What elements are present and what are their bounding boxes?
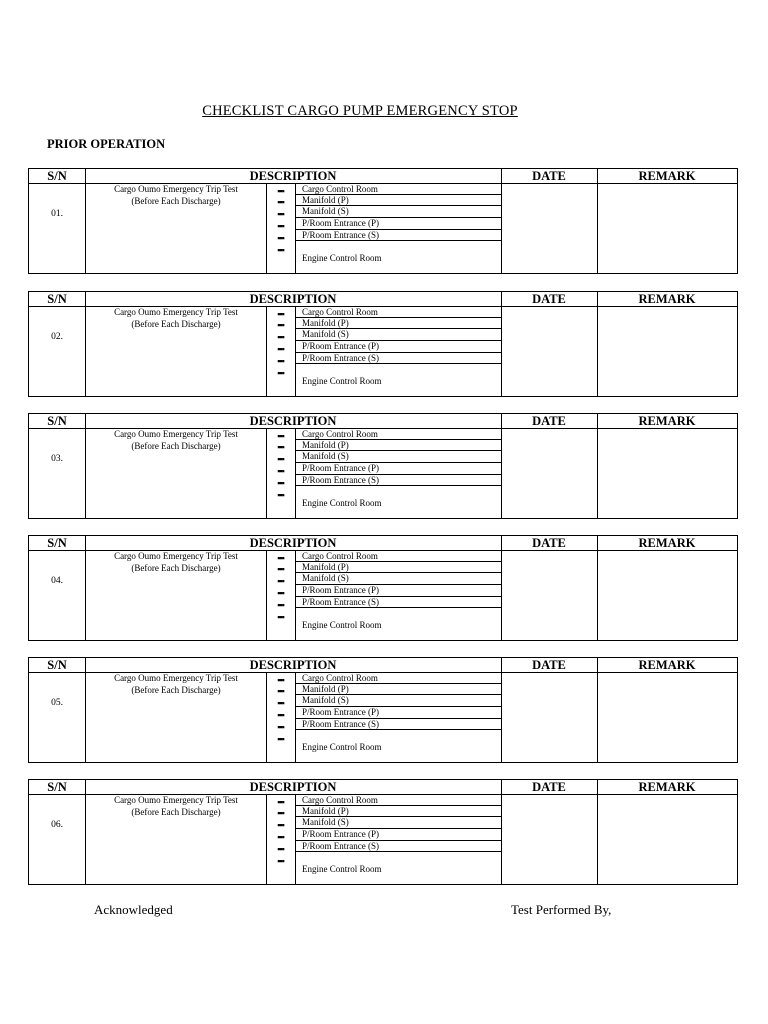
location-item: Cargo Control Room [296,795,502,806]
check-mark: ▪▪▪ [277,600,284,610]
header-description: DESCRIPTION [249,414,337,428]
header-remark: REMARK [638,292,696,306]
location-item: Manifold (S) [296,817,502,829]
check-marks-column [266,795,295,884]
location-item: Engine Control Room [302,742,382,752]
column-divider [597,658,598,762]
check-mark: ▪▪▪ [277,320,284,330]
location-item: P/Room Entrance (P) [296,707,502,719]
location-item: Cargo Control Room [296,551,502,562]
serial-number: 04. [51,576,63,586]
test-description [86,307,266,330]
locations-column [296,307,502,396]
checklist-table [28,168,738,274]
location-item: Engine Control Room [302,376,382,386]
location-item: Manifold (P) [296,195,502,206]
check-marks-column [266,307,295,396]
location-item: Manifold (P) [296,684,502,695]
location-item: Cargo Control Room [296,673,502,684]
header-date: DATE [532,169,566,183]
check-mark: ▪▪▪ [277,564,284,574]
location-item: Cargo Control Room [296,429,502,440]
header-sn: S/N [47,169,67,183]
location-item: P/Room Entrance (S) [296,597,502,608]
location-item: Engine Control Room [302,498,382,508]
table-header-row [29,292,737,307]
location-item: Manifold (P) [296,318,502,329]
check-mark: ▪▪▪ [277,710,284,720]
location-item: Manifold (S) [296,573,502,585]
checklist-table [28,657,738,763]
header-description: DESCRIPTION [249,536,337,550]
test-name-line: Cargo Oumo Emergency Trip Test [114,184,238,194]
locations-column [296,673,502,762]
header-description: DESCRIPTION [249,169,337,183]
test-name-line: Cargo Oumo Emergency Trip Test [114,795,238,805]
check-mark: ▪▪▪ [277,356,284,366]
check-mark: ▪▪▪ [277,675,284,685]
page-title: CHECKLIST CARGO PUMP EMERGENCY STOP [202,103,518,119]
check-mark: ▪▪▪ [277,197,284,207]
check-mark: ▪▪▪ [277,186,284,196]
check-mark: ▪▪▪ [277,454,284,464]
check-mark: ▪▪▪ [277,442,284,452]
check-marks-column [266,673,295,762]
header-remark: REMARK [638,169,696,183]
check-mark: ▪▪▪ [277,576,284,586]
column-divider [597,292,598,396]
check-mark: ▪▪▪ [277,478,284,488]
check-mark: ▪▪▪ [277,332,284,342]
locations-column [296,429,502,518]
location-item: P/Room Entrance (S) [296,719,502,730]
location-item: P/Room Entrance (S) [296,353,502,364]
location-item: Engine Control Room [302,864,382,874]
test-description [86,551,266,574]
check-mark: ▪▪▪ [277,797,284,807]
check-mark: ▪▪▪ [277,221,284,231]
check-mark: ▪▪▪ [277,553,284,563]
test-condition-line: (Before Each Discharge) [131,318,221,329]
header-description: DESCRIPTION [249,292,337,306]
test-condition-line: (Before Each Discharge) [131,440,221,451]
column-divider [597,414,598,518]
checklist-table [28,413,738,519]
table-header-row [29,536,737,551]
check-mark: ▪▪▪ [277,686,284,696]
header-remark: REMARK [638,658,696,672]
test-description [86,673,266,696]
location-item: Cargo Control Room [296,307,502,318]
header-sn: S/N [47,536,67,550]
header-date: DATE [532,780,566,794]
location-item: P/Room Entrance (S) [296,841,502,852]
header-description: DESCRIPTION [249,780,337,794]
test-performed-by-label: Test Performed By, [511,902,612,917]
locations-column [296,795,502,884]
header-sn: S/N [47,292,67,306]
location-item: Manifold (S) [296,206,502,218]
check-mark: ▪▪▪ [277,722,284,732]
serial-number: 01. [51,209,63,219]
header-date: DATE [532,292,566,306]
header-date: DATE [532,658,566,672]
serial-number: 05. [51,698,63,708]
location-item: Cargo Control Room [296,184,502,195]
header-date: DATE [532,536,566,550]
column-divider [597,169,598,273]
test-name-line: Cargo Oumo Emergency Trip Test [114,551,238,561]
check-mark: ▪▪▪ [277,344,284,354]
locations-column [296,184,502,273]
check-mark: ▪▪▪ [277,698,284,708]
check-mark: ▪▪▪ [277,734,284,744]
table-header-row [29,780,737,795]
column-divider [597,536,598,640]
check-mark: ▪▪▪ [277,588,284,598]
location-item: Manifold (P) [296,806,502,817]
location-item: Engine Control Room [302,620,382,630]
check-mark: ▪▪▪ [277,808,284,818]
acknowledged-label: Acknowledged [94,902,173,917]
checklist-table [28,291,738,397]
location-item: Engine Control Room [302,253,382,263]
check-mark: ▪▪▪ [277,431,284,441]
test-condition-line: (Before Each Discharge) [131,684,221,695]
serial-number: 03. [51,454,63,464]
header-sn: S/N [47,780,67,794]
column-divider [597,780,598,884]
check-mark: ▪▪▪ [277,466,284,476]
table-header-row [29,169,737,184]
test-description [86,184,266,207]
check-marks-column [266,429,295,518]
table-header-row [29,414,737,429]
serial-number: 02. [51,332,63,342]
header-remark: REMARK [638,536,696,550]
location-item: Manifold (P) [296,562,502,573]
test-condition-line: (Before Each Discharge) [131,195,221,206]
check-mark: ▪▪▪ [277,309,284,319]
locations-column [296,551,502,640]
location-item: P/Room Entrance (P) [296,218,502,230]
location-item: P/Room Entrance (P) [296,585,502,597]
location-item: Manifold (S) [296,329,502,341]
checklist-table [28,779,738,885]
test-description [86,795,266,818]
serial-number: 06. [51,820,63,830]
check-mark: ▪▪▪ [277,368,284,378]
table-header-row [29,658,737,673]
check-mark: ▪▪▪ [277,490,284,500]
location-item: P/Room Entrance (P) [296,463,502,475]
check-mark: ▪▪▪ [277,832,284,842]
checklist-table [28,535,738,641]
check-mark: ▪▪▪ [277,233,284,243]
check-mark: ▪▪▪ [277,844,284,854]
header-date: DATE [532,414,566,428]
check-marks-column [266,551,295,640]
location-item: P/Room Entrance (S) [296,475,502,486]
check-mark: ▪▪▪ [277,209,284,219]
test-name-line: Cargo Oumo Emergency Trip Test [114,673,238,683]
header-sn: S/N [47,414,67,428]
location-item: Manifold (S) [296,695,502,707]
test-name-line: Cargo Oumo Emergency Trip Test [114,429,238,439]
section-heading: PRIOR OPERATION [47,137,166,151]
header-description: DESCRIPTION [249,658,337,672]
location-item: Manifold (P) [296,440,502,451]
location-item: P/Room Entrance (S) [296,230,502,241]
header-sn: S/N [47,658,67,672]
test-description [86,429,266,452]
test-condition-line: (Before Each Discharge) [131,562,221,573]
location-item: Manifold (S) [296,451,502,463]
check-marks-column [266,184,295,273]
header-remark: REMARK [638,780,696,794]
check-mark: ▪▪▪ [277,612,284,622]
check-mark: ▪▪▪ [277,820,284,830]
test-name-line: Cargo Oumo Emergency Trip Test [114,307,238,317]
location-item: P/Room Entrance (P) [296,341,502,353]
location-item: P/Room Entrance (P) [296,829,502,841]
check-mark: ▪▪▪ [277,856,284,866]
header-remark: REMARK [638,414,696,428]
check-mark: ▪▪▪ [277,245,284,255]
test-condition-line: (Before Each Discharge) [131,806,221,817]
